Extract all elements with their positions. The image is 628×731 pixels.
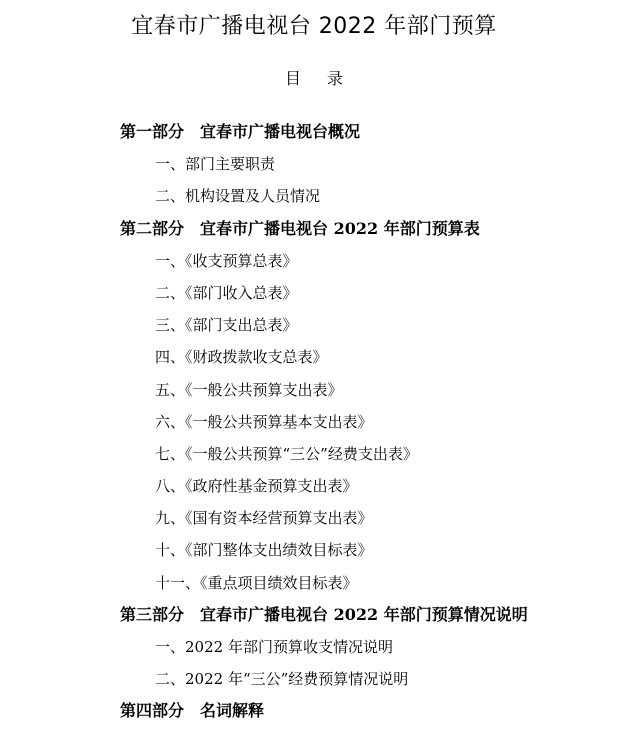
- toc-item-text: 三、《部门支出总表》: [155, 316, 298, 335]
- toc-item-text: 二、《部门收入总表》: [155, 283, 298, 302]
- toc-item-text: 七、《一般公共预算“三公”经费支出表》: [155, 444, 418, 463]
- toc-item-text: 六、《一般公共预算基本支出表》: [155, 412, 373, 431]
- toc-item: [0, 341, 628, 373]
- toc-heading: 目录: [284, 69, 369, 88]
- document-title: 宜春市广播电视台 2022 年部门预算: [131, 14, 497, 39]
- toc-part-heading: [0, 695, 628, 727]
- toc-item: [0, 631, 628, 663]
- toc-item: [0, 309, 628, 341]
- part-name: 名词解释: [200, 701, 265, 721]
- part-number: 第二部分: [120, 218, 185, 238]
- toc-item-text: 二、2022 年“三公”经费预算情况说明: [155, 670, 409, 689]
- toc-item-text: 一、《收支预算总表》: [155, 251, 298, 270]
- toc-part-heading: [0, 116, 628, 148]
- toc-item: [0, 148, 628, 180]
- toc-part-heading: [0, 599, 628, 631]
- part-name: 宜春市广播电视台 2022 年部门预算表: [200, 218, 480, 238]
- part-name: 宜春市广播电视台 2022 年部门预算情况说明: [200, 604, 528, 624]
- toc-item-text: 十、《部门整体支出绩效目标表》: [155, 541, 373, 560]
- toc-item: [0, 406, 628, 438]
- toc-item-text: 四、《财政拨款收支总表》: [155, 348, 328, 367]
- toc-item: [0, 470, 628, 502]
- part-number: 第一部分: [120, 122, 185, 141]
- toc-item-text: 一、2022 年部门预算收支情况说明: [155, 638, 393, 656]
- table-of-contents: [0, 116, 628, 728]
- toc-item-text: 一、部门主要职责: [155, 155, 276, 174]
- toc-item: [0, 245, 628, 277]
- part-number: 第三部分: [120, 604, 185, 624]
- toc-item: [0, 374, 628, 406]
- toc-item: [0, 180, 628, 212]
- toc-item: [0, 502, 628, 534]
- toc-item-text: 二、机构设置及人员情况: [155, 187, 321, 206]
- toc-item: [0, 277, 628, 309]
- toc-item: [0, 567, 628, 599]
- toc-item-text: 八、《政府性基金预算支出表》: [155, 477, 358, 496]
- toc-part-heading: [0, 213, 628, 245]
- toc-item-text: 九、《国有资本经营预算支出表》: [155, 509, 373, 528]
- toc-item: [0, 534, 628, 566]
- part-name: 宜春市广播电视台概况: [200, 122, 361, 141]
- toc-item-text: 五、《一般公共预算支出表》: [155, 380, 343, 399]
- toc-item-text: 十一、《重点项目绩效目标表》: [155, 573, 358, 592]
- toc-item: [0, 438, 628, 470]
- toc-item: [0, 663, 628, 695]
- part-number: 第四部分: [120, 701, 185, 721]
